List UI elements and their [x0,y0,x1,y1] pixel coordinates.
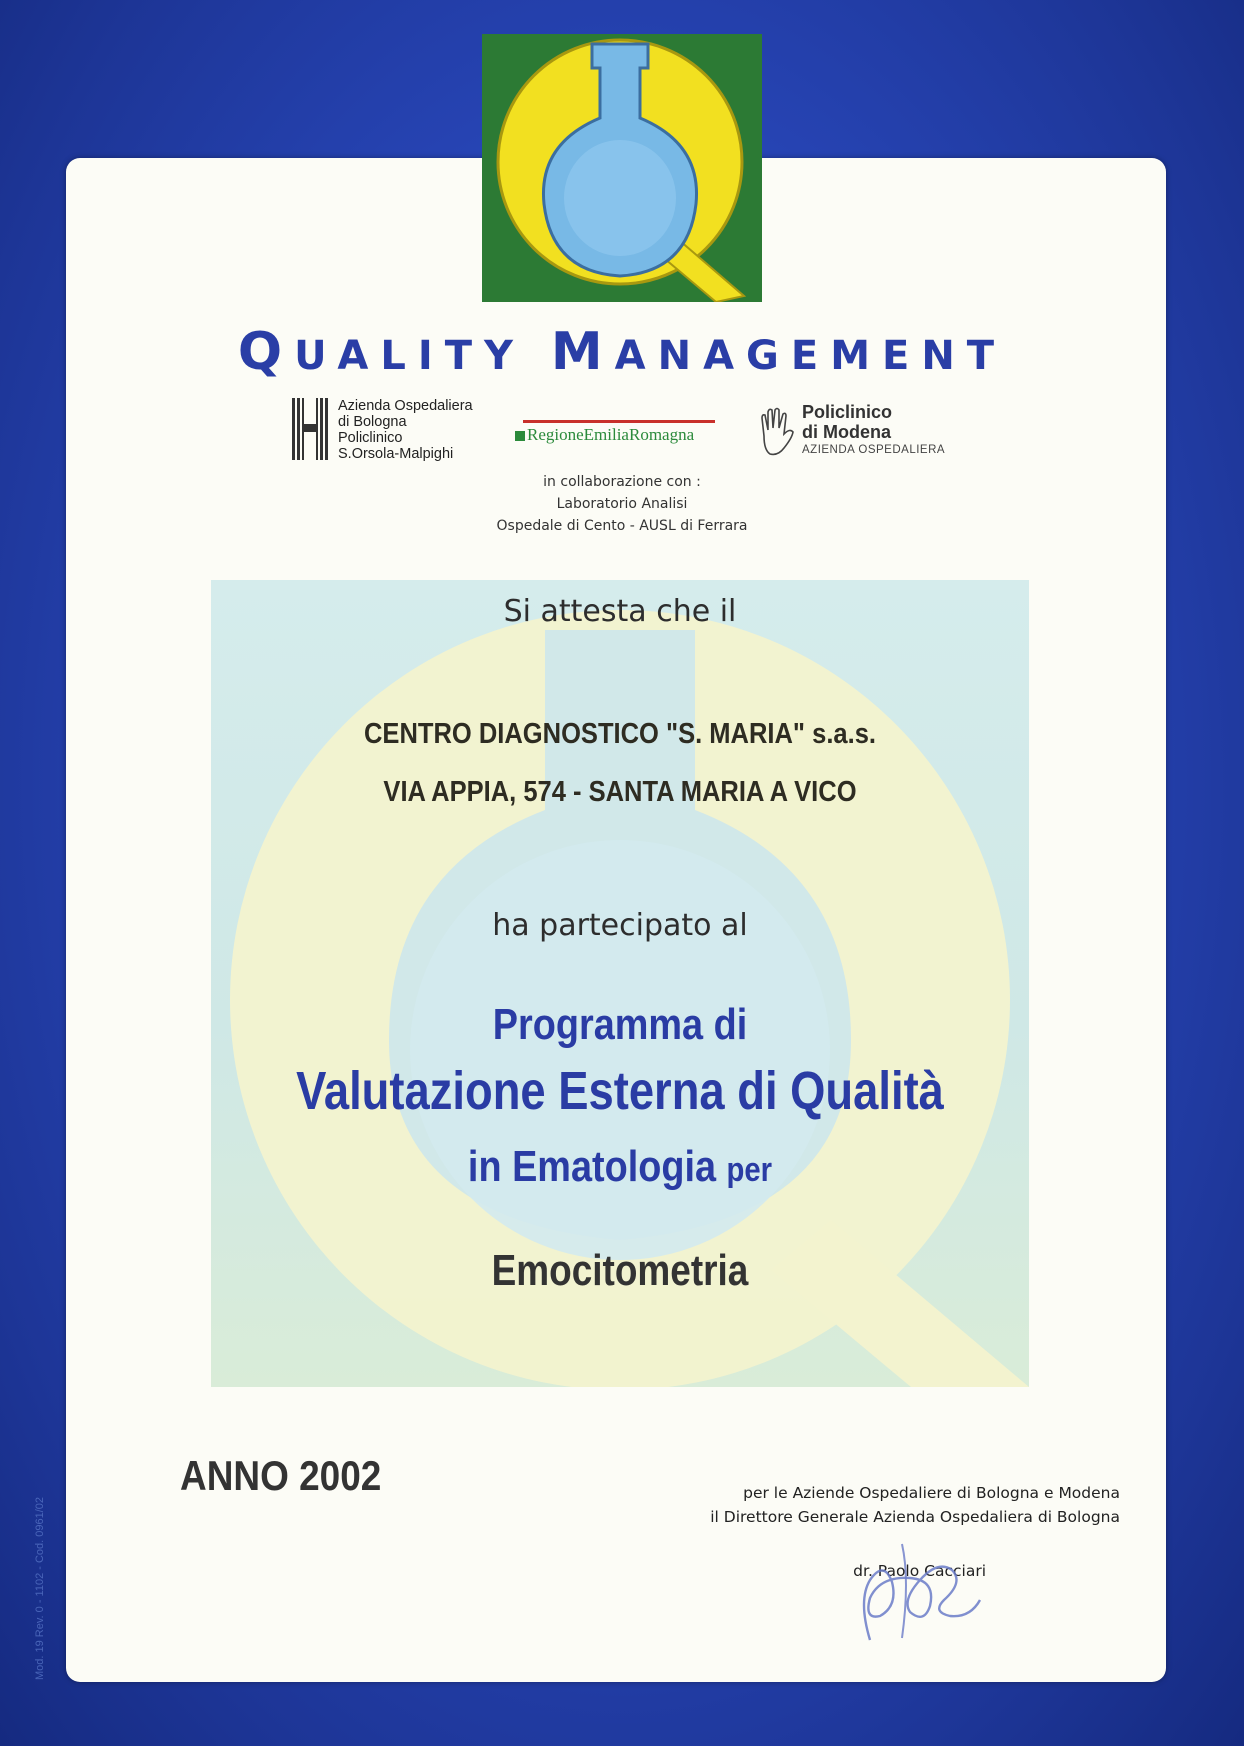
subject-text: Emocitometria [491,1246,749,1295]
attesta-text: Si attesta che il [503,594,737,629]
side-code-text: Mod. 19 Rev. 0 - 1102 - Cod. 0961/02 [34,1496,46,1680]
title-initial-m: M [550,322,615,382]
collab-lab: Laboratorio Analisi [556,496,688,512]
aosp-line: S.Orsola-Malpighi [338,446,454,462]
collab-hospital: Ospedale di Cento - AUSL di Ferrara [496,518,748,534]
region-mark-icon [515,431,525,441]
program-line-2: Valutazione Esterna di Qualità [296,1061,944,1121]
region-red-bar [523,420,715,423]
program-line-3 [268,1142,971,1192]
signature-line-1: per le Aziende Ospedaliere di Bologna e Modena [743,1484,1120,1502]
collab-intro: in collaborazione con : [543,474,701,490]
year-label: ANNO 2002 [180,1452,382,1499]
program-line-3-main: in Ematologia [467,1142,717,1191]
aosp-line: di Bologna [338,414,407,430]
region-name: RegioneEmiliaRomagna [527,425,695,444]
title-word-2: ANAGEMENT [614,333,1007,379]
aosp-line: Policlinico [338,430,403,446]
program-line-3-suffix: per [726,1151,773,1189]
side-form-code [34,1440,54,1680]
quality-management-title [0,322,1244,382]
modena-line-1: Policlinico [802,402,893,422]
handwritten-signature-icon [840,1520,990,1650]
hospital-h-icon [290,398,330,460]
center-address: VIA APPIA, 574 - SANTA MARIA A VICO [383,776,857,808]
program-line-1: Programma di [492,1000,748,1049]
participated-text: ha partecipato al [492,908,748,943]
modena-line-3: AZIENDA OSPEDALIERA [802,444,946,456]
signer-name: dr. Paolo Cacciari [853,1562,986,1580]
quality-flask-logo-icon [482,34,762,302]
title-initial-q: Q [237,322,295,382]
signature-line-2: il Direttore Generale Azienda Ospedaliera di Bologna [710,1508,1120,1526]
logo-regione-emilia-romagna [515,420,720,454]
hand-icon [756,406,796,458]
center-name: CENTRO DIAGNOSTICO "S. MARIA" s.a.s. [364,718,876,750]
aosp-line: Azienda Ospedaliera [338,398,473,414]
logo-policlinico-modena [756,402,956,466]
logo-aosp-bologna [290,398,530,464]
modena-line-2: di Modena [802,422,891,442]
title-word-1: UALITY [294,333,551,379]
certificate-body-panel [211,580,1029,1387]
